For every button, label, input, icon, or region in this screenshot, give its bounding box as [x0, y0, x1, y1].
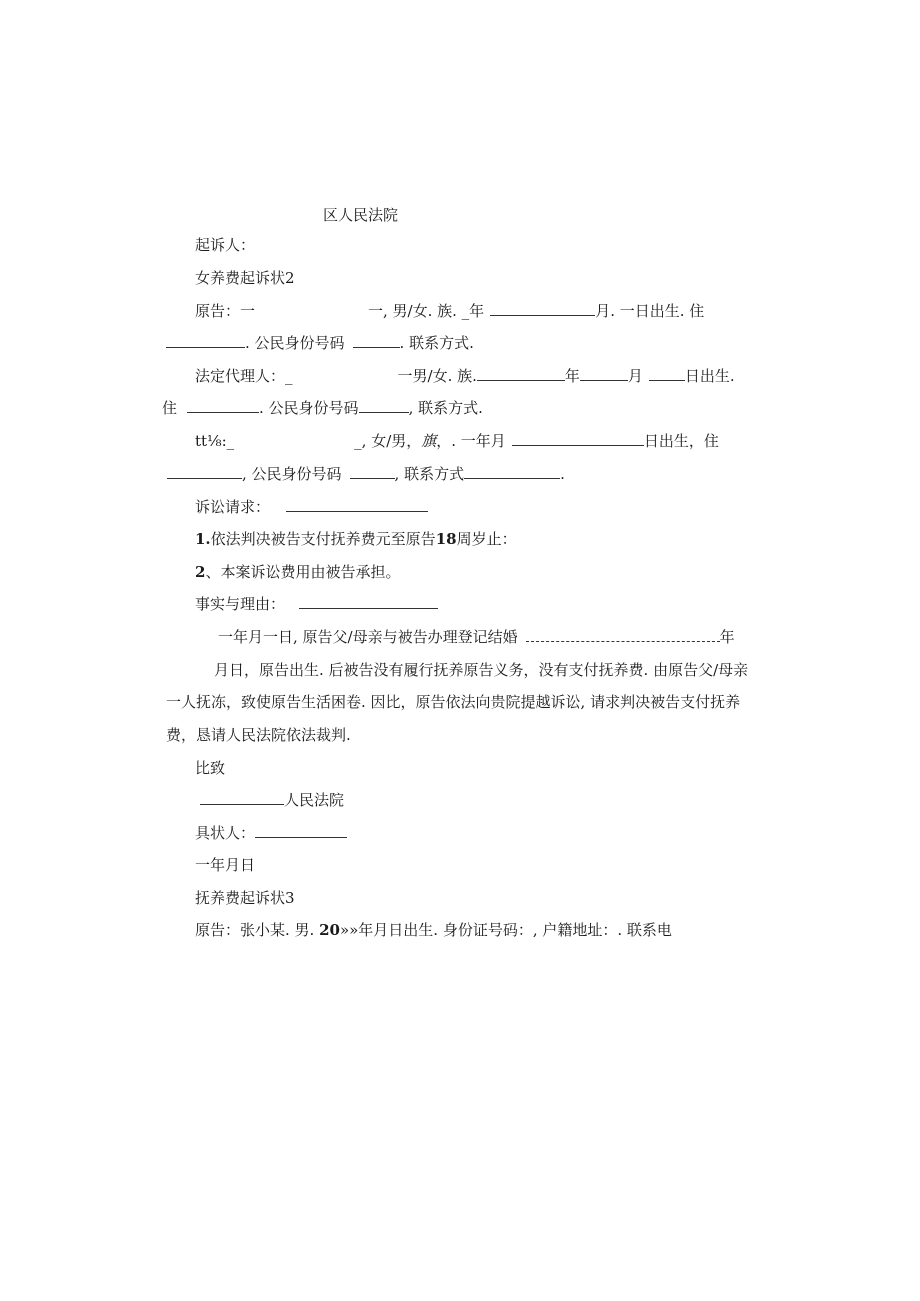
defendant-id-label: , 公民身份号码	[242, 465, 342, 483]
defendant-line	[195, 431, 719, 451]
signer-label: 具状人：	[195, 824, 256, 842]
plaintiff-3-rest: »»年月日出生. 身份证号码：, 户籍地址：. 联系电	[339, 921, 672, 939]
blank-defendant-id	[350, 464, 395, 479]
rep-birth: 日出生.	[684, 367, 735, 385]
closing: 比致	[195, 759, 226, 777]
blank-defendant-address	[167, 464, 242, 479]
blank-facts	[299, 594, 438, 609]
contact-label: . 联系方式.	[399, 334, 474, 352]
defendant-label: tt⅛:_	[195, 432, 235, 450]
defendant-year: ，. 一年月	[436, 432, 506, 450]
facts-1-year: 年	[719, 628, 735, 646]
facts-paragraph-3: 一人抚冻，致使原告生活困卷. 因比，原告依法向贵院提越诉讼, 请求判决被告支付抚养	[166, 693, 741, 711]
claims-line	[195, 497, 428, 517]
blank-rep-year	[477, 366, 565, 381]
month-char: 月	[627, 367, 643, 385]
facts-1-text: 一年月一日, 原告父/母亲与被告办理登记结婚	[218, 628, 518, 646]
claim-2-number: 2	[195, 563, 206, 581]
court-header: 区人民法院	[323, 206, 399, 224]
plaintiff-address-line	[166, 333, 474, 353]
blank-defendant-date	[512, 431, 644, 446]
blank-court	[200, 790, 284, 805]
claim-1	[195, 529, 517, 549]
defendant-gender: _, 女/男，	[354, 432, 422, 450]
blank-claims	[286, 497, 428, 512]
rep-contact-label: , 联系方式.	[408, 399, 483, 417]
facts-line	[195, 594, 438, 614]
claim-1-end: 周岁止：	[456, 530, 517, 548]
address-label: 住	[162, 399, 178, 417]
year-char: 年	[564, 367, 580, 385]
claim-2	[195, 562, 400, 582]
plaintiff-3-text: 原告：张小某. 男.	[195, 921, 320, 939]
plaintiff-3-year: 20	[319, 921, 340, 939]
defendant-end: .	[560, 465, 565, 483]
blank-rep-id	[359, 398, 409, 413]
facts-paragraph-4: 费，恳请人民法院依法裁判.	[166, 726, 351, 744]
title-2	[195, 268, 295, 288]
claim-1-text: 依法判决被告支付抚养费元至原告	[210, 530, 436, 548]
facts-label: 事实与理由：	[195, 595, 286, 613]
claim-1-number: 1.	[195, 530, 211, 548]
rep-id-label: . 公民身份号码	[259, 399, 359, 417]
blank-address	[166, 333, 245, 348]
id-number-label: . 公民身份号码	[245, 334, 345, 352]
legal-rep-address-line	[162, 398, 483, 418]
defendant-address-line	[167, 464, 565, 484]
facts-paragraph-1	[218, 627, 735, 647]
dashed-blank	[526, 631, 720, 642]
facts-paragraph-2: 月日，原告出生. 后被告没有履行抚养原告义务，没有支付抚养费. 由原告父/母亲	[214, 661, 749, 679]
court-footer-line	[200, 790, 344, 810]
defendant-contact-label: , 联系方式	[394, 465, 465, 483]
title-2-text: 女养费起诉状2	[195, 269, 295, 287]
legal-rep-gender: 一男/女. 族.	[397, 367, 477, 385]
legal-rep-line	[195, 366, 735, 386]
blank-defendant-contact	[464, 464, 560, 479]
blank-rep-month	[580, 366, 628, 381]
plaintiff-name-label: 原告：一	[195, 302, 256, 320]
plaintiff-gender: 一, 男/女. 族. _年	[368, 302, 485, 320]
court-footer: 人民法院	[284, 791, 345, 809]
plaintiff-birth: 月. 一日出生. 住	[595, 302, 705, 320]
legal-rep-label: 法定代理人：_	[195, 367, 293, 385]
plaintiff-line	[195, 301, 704, 321]
plaintiff-label: 起诉人：	[195, 236, 256, 254]
blank-rep-address	[187, 398, 259, 413]
date-line: 一年月日	[195, 856, 256, 874]
title-3: 抚养费起诉状3	[195, 889, 295, 907]
signer-line	[195, 823, 347, 843]
blank-year	[490, 301, 595, 316]
plaintiff-info-3	[195, 920, 672, 940]
blank-signer	[255, 823, 347, 838]
claim-1-age: 18	[435, 530, 457, 548]
claims-label: 诉讼请求：	[195, 498, 271, 516]
blank-id	[353, 333, 400, 348]
defendant-ethnicity: 旗	[421, 432, 437, 450]
defendant-birth: 日出生，住	[643, 432, 719, 450]
blank-rep-day	[649, 366, 685, 381]
claim-2-text: 、本案诉讼费用由被告承担。	[205, 563, 401, 581]
